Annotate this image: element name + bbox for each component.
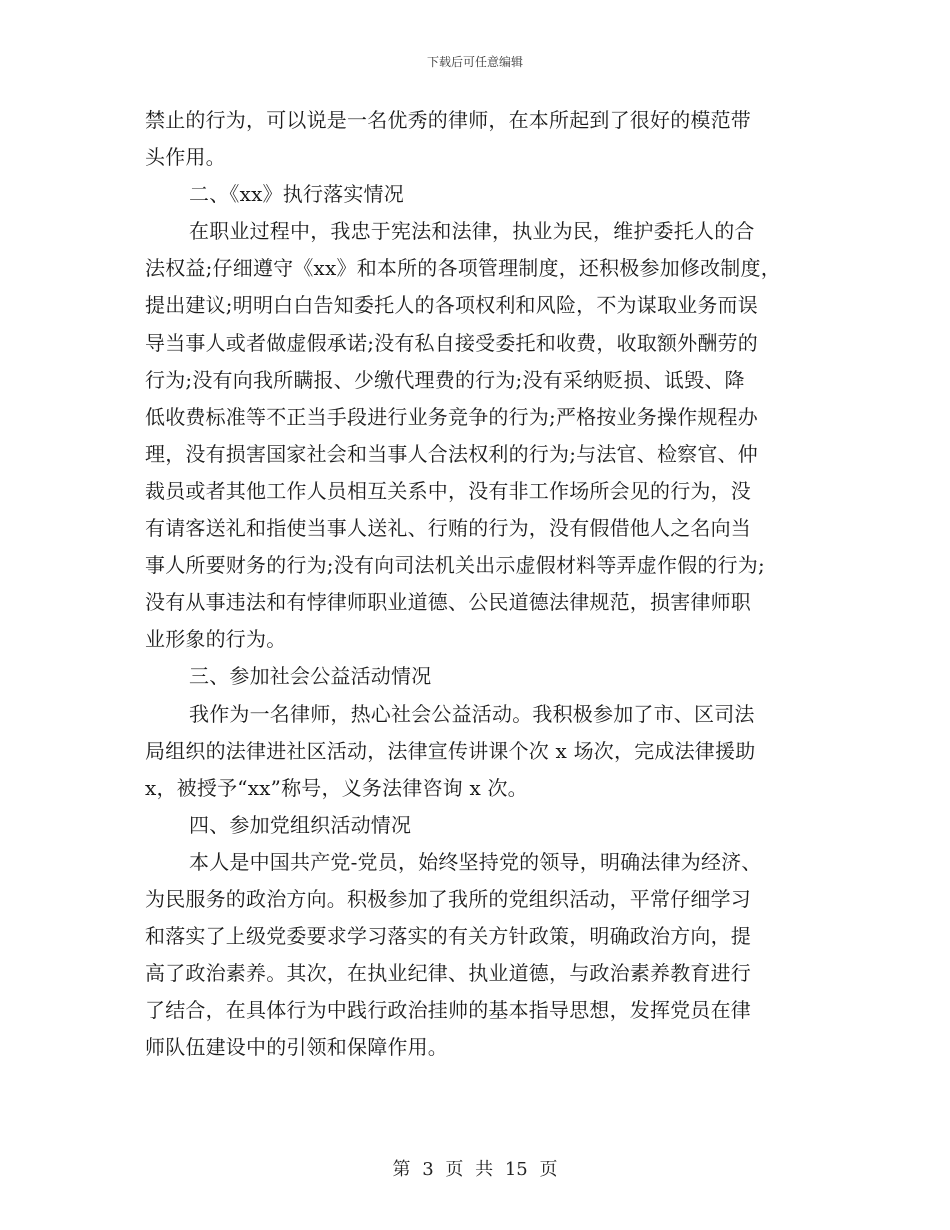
text-line: 事人所要财务的行为;没有向司法机关出示虚假材料等弄虚作假的行为; xyxy=(145,553,765,578)
text-line: 师队伍建设中的引领和保障作用。 xyxy=(145,1035,448,1060)
text-line: 局组织的法律进社区活动，法律宣传讲课个次 x 场次，完成法律援助 xyxy=(145,738,756,763)
text-line: 头作用。 xyxy=(145,145,226,170)
text-line: x，被授予“xx”称号，义务法律咨询 x 次。 xyxy=(145,775,528,800)
text-line: 了结合，在具体行为中践行政治挂帅的基本指导思想，发挥党员在律 xyxy=(145,998,751,1023)
text-line: 没有从事违法和有悖律师职业道德、公民道德法律规范，损害律师职 xyxy=(145,590,751,615)
text-line: 和落实了上级党委要求学习落实的有关方针政策，明确政治方向，提 xyxy=(145,924,751,949)
document-body xyxy=(145,102,825,1066)
text-line: 法权益;仔细遵守《xx》和本所的各项管理制度，还积极参加修改制度， xyxy=(145,256,781,281)
page-header-note: 下载后可任意编辑 xyxy=(426,55,523,69)
text-line: 导当事人或者做虚假承诺;没有私自接受委托和收费，收取额外酬劳的 xyxy=(145,330,758,355)
text-line: 本人是中国共产党-党员，始终坚持党的领导，明确法律为经济、 xyxy=(189,849,762,874)
text-line: 我作为一名律师，热心社会公益活动。我积极参加了市、区司法 xyxy=(189,701,755,726)
text-line: 为民服务的政治方向。积极参加了我所的党组织活动，平常仔细学习 xyxy=(145,886,751,911)
text-line: 二、《xx》执行落实情况 xyxy=(189,182,404,207)
text-line: 提出建议;明明白白告知委托人的各项权利和风险，不为谋取业务而误 xyxy=(145,293,758,318)
text-line: 理，没有损害国家社会和当事人合法权利的行为;与法官、检察官、仲 xyxy=(145,441,758,466)
text-line: 高了政治素养。其次，在执业纪律、执业道德，与政治素养教育进行 xyxy=(145,961,751,986)
page-number: 第 3 页 共 15 页 xyxy=(392,1159,558,1180)
text-line: 四、参加党组织活动情况 xyxy=(189,812,412,837)
text-line: 业形象的行为。 xyxy=(145,627,287,652)
text-line: 在职业过程中，我忠于宪法和法律，执业为民，维护委托人的合 xyxy=(189,219,755,244)
text-line: 低收费标准等不正当手段进行业务竞争的行为;严格按业务操作规程办 xyxy=(145,404,758,429)
text-line: 行为;没有向我所瞒报、少缴代理费的行为;没有采纳贬损、诋毁、降 xyxy=(145,367,745,392)
text-line: 有请客送礼和指使当事人送礼、行贿的行为，没有假借他人之名向当 xyxy=(145,516,751,541)
text-line: 三、参加社会公益活动情况 xyxy=(189,664,432,689)
text-line: 裁员或者其他工作人员相互关系中，没有非工作场所会见的行为，没 xyxy=(145,478,751,503)
text-line: 禁止的行为，可以说是一名优秀的律师，在本所起到了很好的模范带 xyxy=(145,108,751,132)
